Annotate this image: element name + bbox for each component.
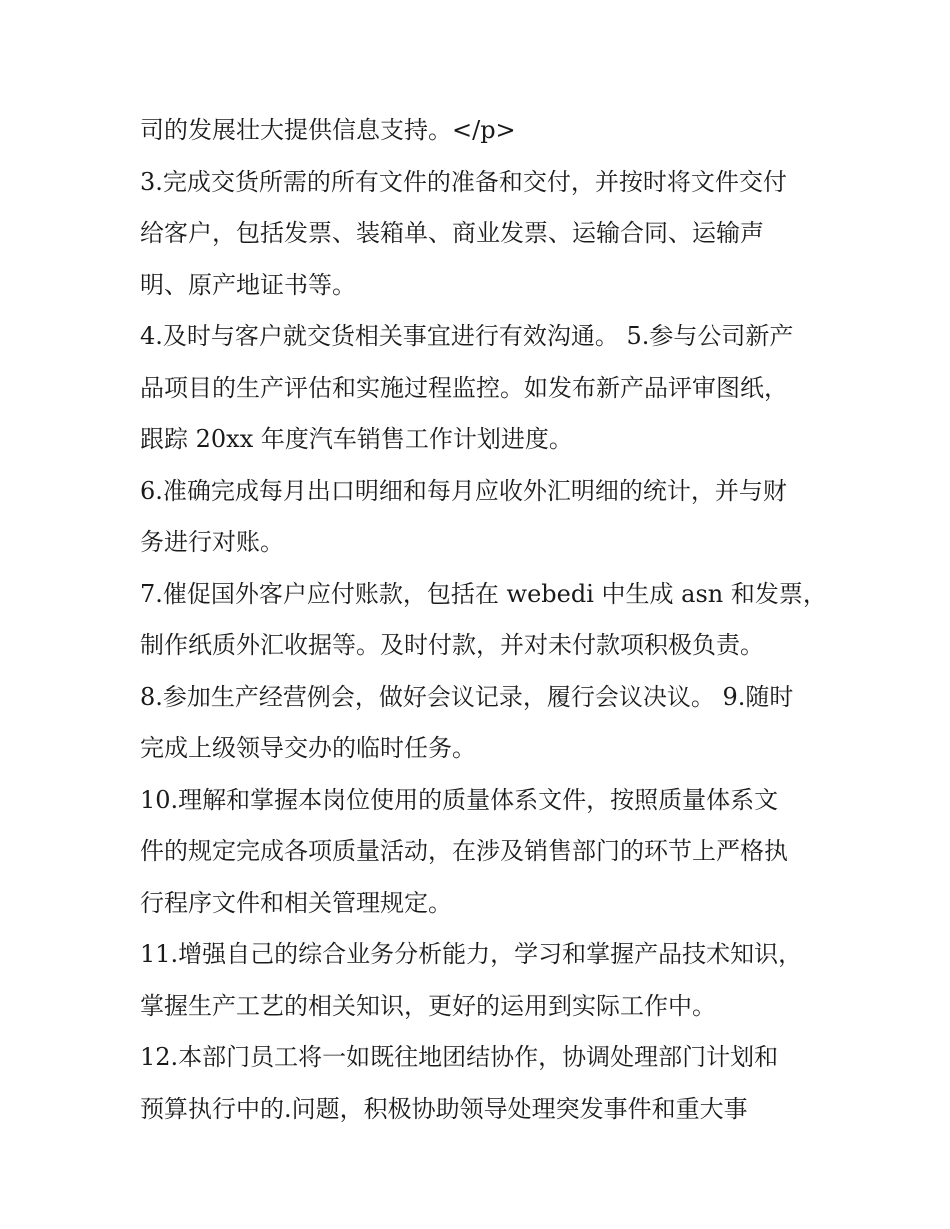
text-line: 跟踪 20xx 年度汽车销售工作计划进度。 [140,425,573,453]
text-line: 10.理解和掌握本岗位使用的质量体系文件，按照质量体系文 [140,785,779,814]
text-line: 8.参加生产经营例会，做好会议记录，履行会议决议。 9.随时 [140,682,794,711]
text-line: 件的规定完成各项质量活动，在涉及销售部门的环节上严格执 [140,837,788,865]
text-line: 7.催促国外客户应付账款，包括在 webedi 中生成 asn 和发票， [140,579,827,608]
text-line: 行程序文件和相关管理规定。 [140,888,452,917]
text-line: 11.增强自己的综合业务分析能力，学习和掌握产品技术知识， [140,940,803,968]
text-line: 明、原产地证书等。 [140,270,356,299]
text-line: 4.及时与客户就交货相关事宜进行有效沟通。 5.参与公司新产 [140,322,794,350]
text-line: 3.完成交货所需的所有文件的准备和交付，并按时将文件交付 [140,167,787,196]
text-line: 完成上级领导交办的临时任务。 [140,734,476,762]
text-line: 6.准确完成每月出口明细和每月应收外汇明细的统计，并与财 [140,476,787,505]
document-body [140,108,827,1138]
text-line: 制作纸质外汇收据等。及时付款，并对未付款项积极负责。 [140,631,764,659]
text-line: 务进行对账。 [140,528,284,556]
text-line: 预算执行中的.问题，积极协助领导处理突发事件和重大事 [140,1094,748,1123]
text-line: 12.本部门员工将一如既往地团结协作，协调处理部门计划和 [140,1043,779,1071]
text-line: 给客户，包括发票、装箱单、商业发票、运输合同、运输声 [140,219,764,247]
text-line: 司的发展壮大提供信息支持。</p> [140,116,516,144]
text-line: 品项目的生产评估和实施过程监控。如发布新产品评审图纸， [140,373,788,402]
text-line: 掌握生产工艺的相关知识，更好的运用到实际工作中。 [140,991,716,1020]
